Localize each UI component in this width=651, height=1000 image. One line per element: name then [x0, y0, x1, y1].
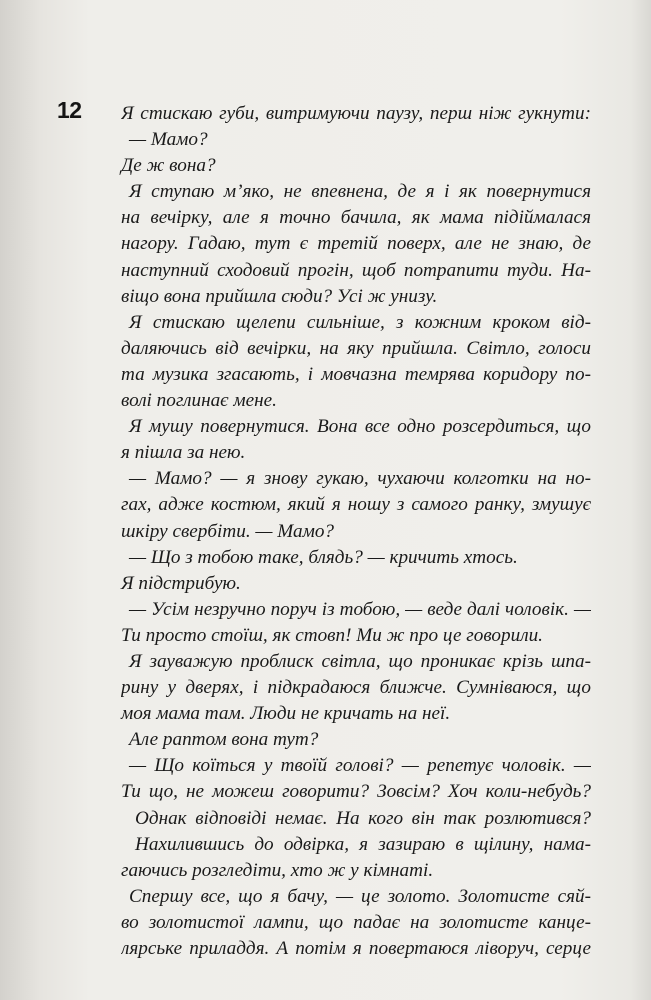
text-line: гах, адже костюм, який я ношу з самого ранку, змушує — [121, 494, 591, 516]
text-line: гаючись розгледіти, хто ж у кімнаті. — [121, 859, 434, 881]
text-line: во золотистої лампи, що падає на золотисте канце- — [121, 911, 591, 933]
text-line: віщо вона прийшла сюди? Усі ж унизу. — [121, 285, 438, 307]
page-number: 12 — [57, 97, 82, 123]
text-line: — Мамо? — я знову гукаю, чухаючи колготки на но- — [129, 468, 591, 490]
text-line: та музика згасають, і мовчазна темрява коридору по- — [121, 363, 591, 385]
text-line: Я стискаю губи, витримуючи паузу, перш ніж гукнути: — [121, 103, 591, 124]
text-line: Спершу все, що я бачу, — це золото. Золотисте сяй- — [129, 885, 591, 907]
text-line: даляючись від вечірки, на яку прийшла. Світло, голоси — [121, 337, 591, 359]
text-line: — Що з тобою таке, блядь? — кричить хтось. — [129, 546, 518, 568]
text-line: — Мамо? — [129, 129, 208, 151]
text-line: — Що коїться у твоїй голові? — репетує чоловік. — — [129, 755, 591, 777]
text-line: Ти просто стоїш, як стовп! Ми ж про це говорили. — [121, 624, 543, 646]
text-line: я пішла за нею. — [121, 442, 246, 464]
text-line: на вечірку, але я точно бачила, як мама підіймалася — [121, 207, 591, 229]
text-line: Нахилившись до одвірка, я зазираю в щілину, нама- — [135, 833, 591, 855]
text-line: Але раптом вона тут? — [129, 729, 319, 751]
text-line: волі поглинає мене. — [121, 390, 277, 412]
text-line: лярське приладдя. А потім я повертаюся ліворуч, серце — [121, 938, 591, 959]
text-line: рину у дверях, і підкрадаюся ближче. Сумніваюся, що — [121, 677, 591, 699]
text-line: Де ж вона? — [121, 155, 216, 177]
text-line: наступний сходовий прогін, щоб потрапити туди. На- — [121, 259, 591, 281]
text-line: Я стискаю щелепи сильніше, з кожним кроком від- — [129, 311, 591, 333]
text-line: Я ступаю м’яко, не впевнена, де я і як повернутися — [129, 181, 591, 203]
text-line: Ти що, не можеш говорити? Зовсім? Хоч коли-небудь? — [121, 781, 591, 803]
text-line: нагору. Гадаю, тут є третій поверх, але не знаю, де — [121, 233, 591, 255]
body-text — [121, 101, 591, 962]
text-line: Я зауважую проблиск світла, що проникає крізь шпа- — [129, 650, 591, 672]
text-line: Однак відповіді немає. На кого він так розлютився? — [135, 807, 591, 829]
text-line: — Усім незручно поруч із тобою, — веде далі чоловік. — — [129, 598, 591, 620]
text-line: Я підстрибую. — [121, 572, 241, 594]
text-line: шкіру свербіти. — Мамо? — [121, 520, 335, 542]
text-line: моя мама там. Люди не кричать на неї. — [121, 703, 451, 725]
text-line: Я мушу повернутися. Вона все одно розсердиться, що — [129, 416, 591, 438]
